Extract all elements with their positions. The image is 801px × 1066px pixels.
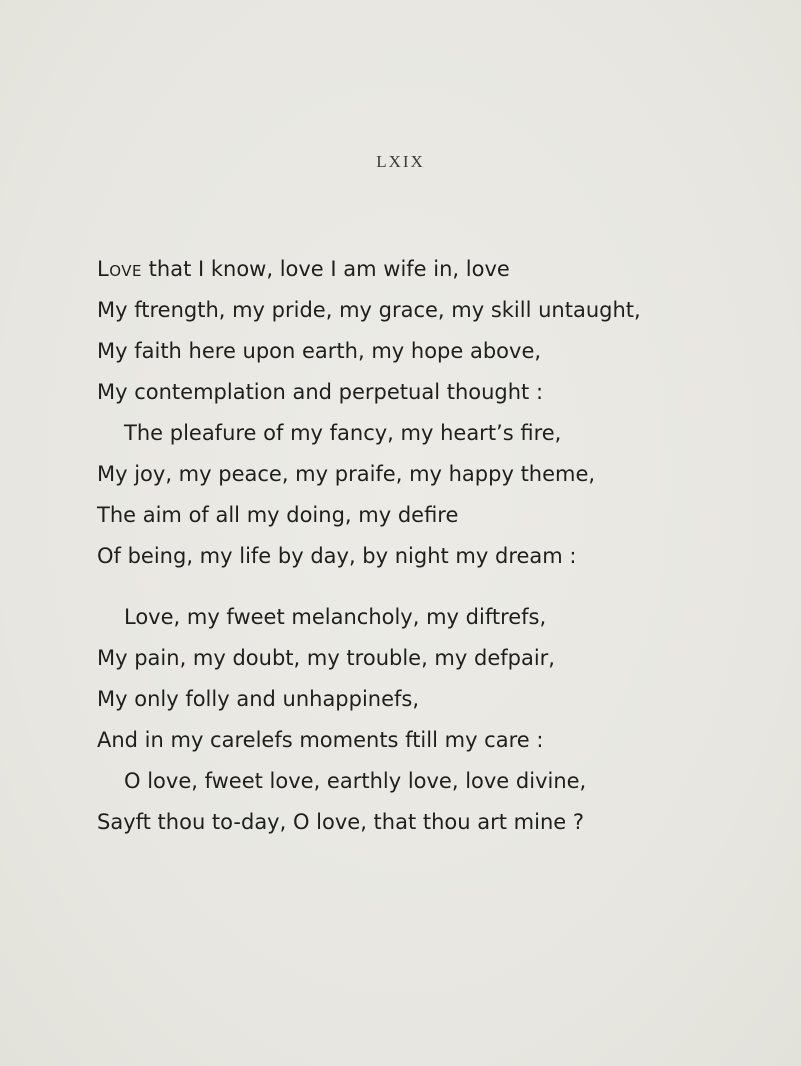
poem-line: Sayft thou to-day, O love, that thou art mine ? <box>97 810 584 834</box>
sonnet-number: LXIX <box>376 152 425 171</box>
poem-line: My contemplation and perpetual thought : <box>97 380 544 404</box>
poem-line: The pleafure of my fancy, my heart’s fire, <box>124 421 562 445</box>
poem-line: And in my carelefs moments ftill my care : <box>97 728 544 752</box>
poem-line: Of being, my life by day, by night my dream : <box>97 544 577 568</box>
poem-line: O love, fweet love, earthly love, love divine, <box>124 769 587 793</box>
drop-word: Love <box>97 257 142 281</box>
poem-line: My ftrength, my pride, my grace, my skill untaught, <box>97 298 641 322</box>
poem-line: Love, my fweet melancholy, my diftrefs, <box>124 605 547 629</box>
poem-line: My joy, my peace, my praife, my happy theme, <box>97 462 596 486</box>
line-text: that I know, love I am wife in, love <box>141 257 510 281</box>
poem-line: My faith here upon earth, my hope above, <box>97 339 542 363</box>
poem-line: The aim of all my doing, my defire <box>97 503 459 527</box>
poem-line: My only folly and unhappinefs, <box>97 687 420 711</box>
poem-line: My pain, my doubt, my trouble, my defpair, <box>97 646 555 670</box>
poem-line <box>97 255 510 283</box>
